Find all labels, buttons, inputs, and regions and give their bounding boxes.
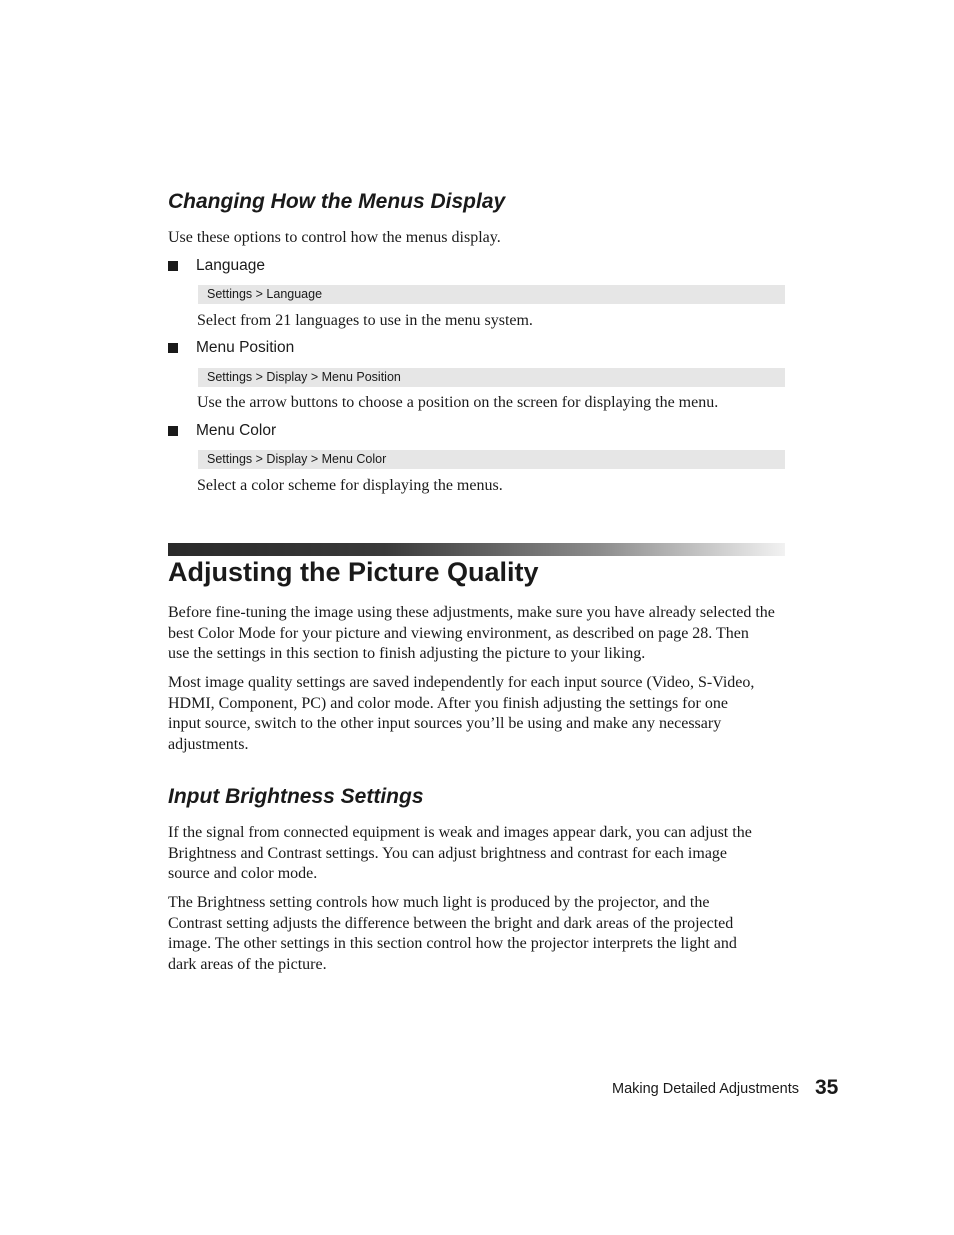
text-line: best Color Mode for your picture and viewing environment, as described on page 28. Then <box>168 624 749 642</box>
paragraph <box>168 823 752 885</box>
paragraph <box>168 893 737 975</box>
section-heading-input-brightness: Input Brightness Settings <box>168 785 424 808</box>
text-line: source and color mode. <box>168 865 318 882</box>
paragraph <box>168 603 775 665</box>
item-label: Language <box>196 257 265 274</box>
text-line: image. The other settings in this section control how the projector interprets the light and <box>168 935 737 952</box>
page-number: 35 <box>815 1076 839 1099</box>
list-item-menu-color <box>168 422 277 441</box>
footer-chapter-title: Making Detailed Adjustments <box>612 1081 799 1097</box>
chapter-divider-rule <box>168 543 785 556</box>
chapter-heading: Adjusting the Picture Quality <box>168 557 539 587</box>
paragraph <box>168 673 754 755</box>
item-label: Menu Position <box>196 339 295 356</box>
bullet-square-icon <box>168 426 178 436</box>
text-line: Most image quality settings are saved independently for each input source (Video, S-Video, <box>168 674 755 691</box>
text-line: use the settings in this section to finish adjusting the picture to your liking. <box>168 645 646 662</box>
text-line: If the signal from connected equipment is weak and images appear dark, you can adjust the <box>168 824 752 841</box>
item-description: Use the arrow buttons to choose a position on the screen for displaying the menu. <box>197 394 719 411</box>
text-line: adjustments. <box>168 735 249 753</box>
menu-path-bar: Settings > Display > Menu Position <box>198 368 785 387</box>
text-line: Contrast setting adjusts the difference between the bright and dark areas of the projected <box>168 914 734 932</box>
bullet-square-icon <box>168 261 178 271</box>
item-description: Select a color scheme for displaying the menus. <box>197 477 503 494</box>
section-heading-menus-display: Changing How the Menus Display <box>168 190 506 213</box>
text-line: HDMI, Component, PC) and color mode. After you finish adjusting the settings for one <box>168 694 728 712</box>
text-line: dark areas of the picture. <box>168 955 327 973</box>
menu-path-bar: Settings > Language <box>198 285 785 304</box>
bullet-square-icon <box>168 343 178 353</box>
text-line: The Brightness setting controls how much light is produced by the projector, and the <box>168 894 710 911</box>
list-item-menu-position <box>168 339 295 358</box>
item-label: Menu Color <box>196 422 277 439</box>
text-line: Brightness and Contrast settings. You can adjust brightness and contrast for each image <box>168 844 728 862</box>
text-line: Before fine-tuning the image using these adjustments, make sure you have already selected the <box>168 604 775 621</box>
menu-path-bar: Settings > Display > Menu Color <box>198 450 785 469</box>
item-description: Select from 21 languages to use in the menu system. <box>197 312 533 329</box>
section-intro: Use these options to control how the menus display. <box>168 229 501 246</box>
list-item-language <box>168 257 265 276</box>
text-line: input source, switch to the other input sources you’ll be using and make any necessary <box>168 715 722 732</box>
